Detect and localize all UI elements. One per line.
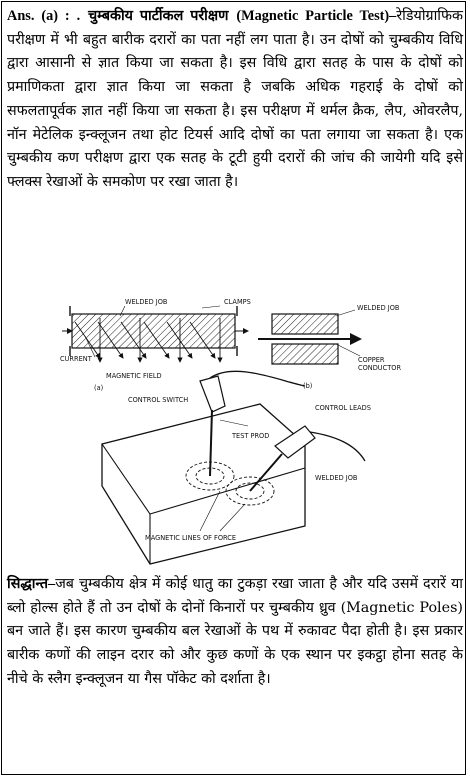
welded-job-b-top [272,314,338,334]
welded-job-bar-a [72,314,235,348]
control-switch-handle [200,376,225,412]
copper-label: COPPER [358,356,385,364]
principle-english-term: (Magnetic Poles) [340,599,463,616]
control-leads-label: CONTROL LEADS [315,404,371,412]
principle-dash: – [48,576,56,592]
magnetic-particle-figure [60,286,410,570]
answer-prefix: Ans. (a) : . [7,8,81,24]
principle-body-1: जब चुम्बकीय क्षेत्र में कोई धातु का टुकड़ा रखा जाता है और यदि उसमें दरारें या ब्लो होल्स होते हैं तो उन दोषों के दोनों किनारों पर चुम्बकीय ध्रुव [7,576,463,616]
magnetic-lines-label: MAGNETIC LINES OF FORCE [145,534,237,542]
principle-body-2: बन जाते हैं। इस कारण चुम्बकीय बल रेखाओं के पथ में रुकावट पैदा होती है। इस प्रकार बारीक कणों की लाइन दरार को और कुछ कणों के एक स्थान पर इकट्ठा होना सतह के नीचे के स्लैग इन्क्लूजन या गैस पॉकेट को दर्शाता है। [7,623,463,687]
panel-a-setup [60,298,251,392]
welded-job-a-label: WELDED JOB [125,298,168,306]
welded-job-b-bottom [272,344,338,364]
principle-heading: सिद्धान्त [7,576,49,592]
answer-body: रेडियोग्राफिक परीक्षण में भी बहुत बारीक दरारों का पता नहीं लग पाता है। उन दोषों को चुम्बकीय विधि द्वारा आसानी से ज्ञात किया जा सकता है। इस विधि द्वारा सतह के पास के दोषों को प्रमाणिकता द्वारा ज्ञात किया जा सकता है जबकि अधिक गहराई के दोषों को सफलतापूर्वक ज्ञात नहीं किया जा सकता है। इस परीक्षण में थर्मल क्रैक, लैप, ओवरलैप, नॉन मेटेलिक इन्क्लूजन तथा होट टियर्स आदि दोषों का पता लगाया जा सकता है। एक चुम्बकीय कण परीक्षण द्वारा एक सतह के टूटी हुयी दरारों की जांच की जायेगी यदि इसे फ्लक्स रेखाओं के समकोण पर रखा जाता है। [7,8,463,190]
conductor-label: CONDUCTOR [358,364,402,372]
welded-job-b-label: WELDED JOB [357,304,400,312]
principle-paragraph [7,573,463,692]
panel-b-setup [258,304,401,390]
answer-title-english: (Magnetic Particle Test) [236,8,390,24]
control-switch-label: CONTROL SWITCH [128,396,189,404]
figure-drawing [60,286,410,570]
answer-paragraph [7,5,463,195]
current-label: CURRENT [60,355,92,363]
welded-job-c-label: WELDED JOB [315,474,358,482]
clamps-label: CLAMPS [224,298,251,306]
test-prod-label: TEST PROD [232,432,270,440]
panel-c-setup [102,371,371,564]
caption-b: (b) [303,382,313,390]
answer-title-hindi: चुम्बकीय पार्टीकल परीक्षण [88,8,229,24]
magnetic-field-label: MAGNETIC FIELD [106,372,162,380]
answer-dash: – [389,8,397,24]
caption-a: (a) [94,384,104,392]
